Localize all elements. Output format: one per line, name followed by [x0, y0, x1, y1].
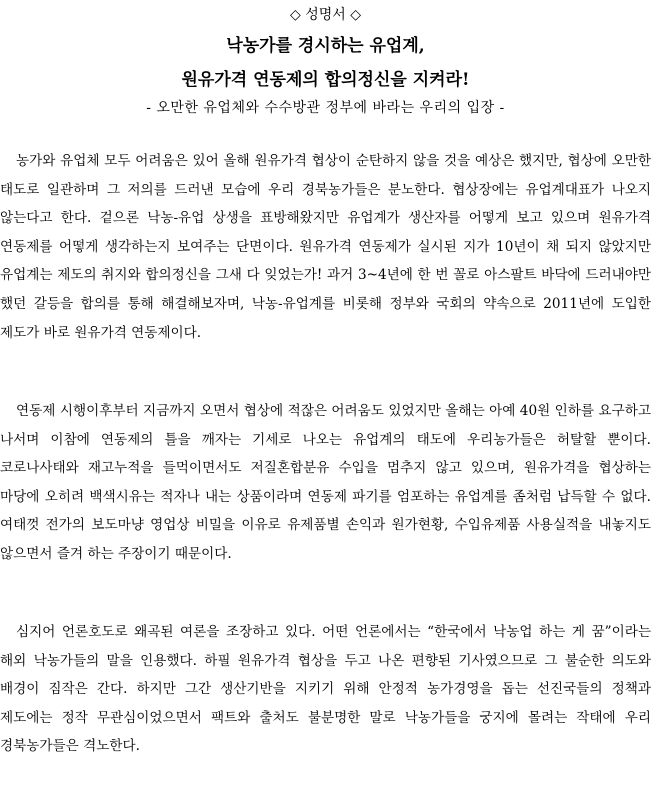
body-paragraph-1: 농가와 유업체 모두 어려움은 있어 올해 원유가격 협상이 순탄하지 않을 것을 예상은 했지만, 협상에 오만한 태도로 일관하며 그 저의를 드러낸 모습에 우리 경북농가들은 분노한다. 협상장에는 유업계대표가 나오지 않는다고 한다. 겉으론 낙농-유업 상생을 표방해왔지만 유업계가 생산자를 어떻게 보고 있으며 원유가격 연동제를 어떻게 생각하는지 보여주는 단면이다. 원유가격 연동제가 실시된 지가 10년이 채 되지 않았지만 유업계는 제도의 취지와 합의정신을 그새 다 잊었는가! 과거 3~4년에 한 번 꼴로 아스팔트 바닥에 드러내야만 했던 갈등을 합의를 통해 해결해보자며, 낙농-유업계를 비롯해 정부와 국회의 약속으로 2011년에 도입한 제도가 바로 원유가격 연동제이다.	[0, 153, 651, 341]
document-type-label: ◇ 성명서 ◇	[289, 7, 361, 23]
title-line-1: 낙농가를 경시하는 유업계,	[226, 36, 425, 56]
subtitle: - 오만한 유업체와 수수방관 정부에 바라는 우리의 입장 -	[146, 100, 505, 116]
body-paragraph-3: 심지어 언론호도로 왜곡된 여론을 조장하고 있다. 어떤 언론에서는 “한국에서 낙농업 하는 게 꿈”이라는 해외 낙농가들의 말을 인용했다. 하필 원유가격 협상을 두고 나온 편향된 기사였으므로 그 불순한 의도와 배경이 짐작은 간다. 하지만 그간 생산기반을 지키기 위해 안정적 농가경영을 돕는 선진국들의 정책과 제도에는 정작 무관심이었으면서 팩트와 출처도 불분명한 말로 낙농가들을 궁지에 몰려는 작태에 우리 경북농가들은 격노한다.	[0, 624, 651, 755]
title-line-2: 원유가격 연동제의 합의정신을 지켜라!	[181, 70, 470, 90]
body-paragraph-2: 연동제 시행이후부터 지금까지 오면서 협상에 적잖은 어려움도 있었지만 올해는 아예 40원 인하를 요구하고 나서며 이참에 연동제의 틀을 깨자는 기세로 나오는 유업계의 태도에 우리농가들은 허탈할 뿐이다. 코로나사태와 재고누적을 들먹이면서도 저질혼합분유 수입을 멈추지 않고 있으며, 원유가격을 협상하는 마당에 오히려 백색시유는 적자나 내는 상품이라며 연동제 파기를 엄포하는 유업계를 좀처럼 납득할 수 없다. 여태껏 전가의 보도마냥 영업상 비밀을 이유로 유제품별 손익과 원가현황, 수입유제품 사용실적을 내놓지도 않으면서 즐겨 하는 주장이기 때문이다.	[0, 403, 651, 562]
